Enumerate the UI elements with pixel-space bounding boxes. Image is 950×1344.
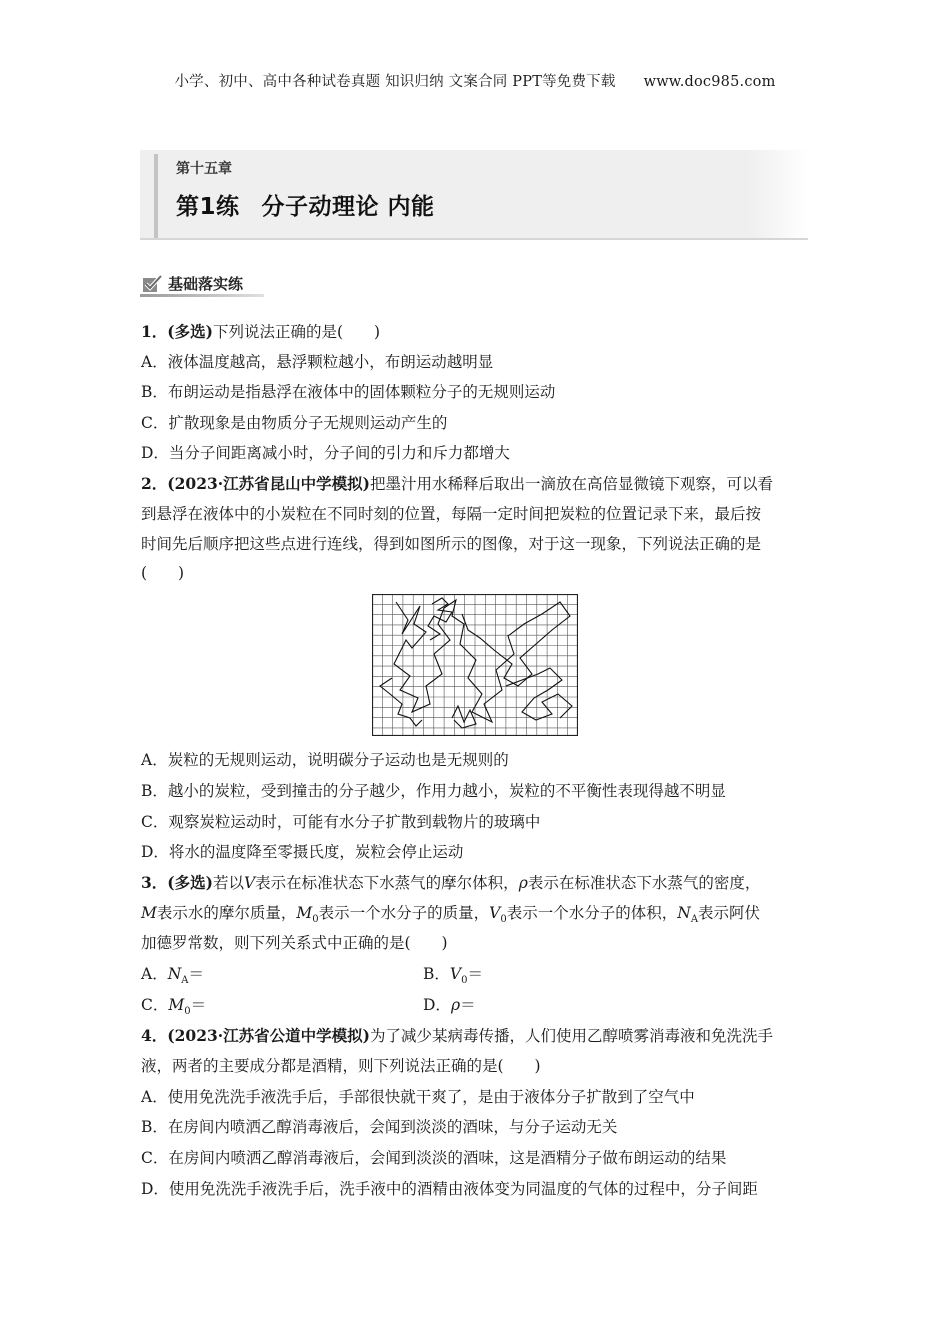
q3-stem-line1 — [141, 873, 809, 893]
header-site-link[interactable]: www.doc985.com — [643, 74, 776, 90]
q2-option-a: A．炭粒的无规则运动，说明碳分子运动也是无规则的 — [141, 751, 509, 769]
q1-stem — [141, 322, 809, 342]
chapter-label: 第十五章 — [176, 161, 232, 177]
section-title: 基础落实练 — [168, 275, 244, 293]
page-header — [0, 70, 950, 91]
q3-options-row1 — [141, 964, 809, 991]
q3-options-row2 — [141, 995, 809, 1022]
q2-prefix: 2．(2023·江苏省昆山中学模拟) — [141, 474, 370, 493]
q2-option-d: D．将水的温度降至零摄氏度，炭粒会停止运动 — [141, 843, 464, 861]
q3-option-d: D．ρ＝ — [423, 996, 476, 1014]
lesson-name: 分子动理论 内能 — [261, 194, 435, 220]
q2-stem-line1 — [141, 474, 809, 494]
lesson-title — [176, 188, 435, 221]
q4-text-1: 为了减少某病毒传播，人们使用乙醇喷雾消毒液和免洗洗手 — [370, 1027, 774, 1045]
q3-var-m0: M — [296, 904, 313, 922]
q1-option-c: C．扩散现象是由物质分子无规则运动产生的 — [141, 414, 448, 432]
lesson-number: 第1练 — [176, 194, 240, 220]
q3-var-rho: ρ — [518, 874, 528, 892]
q3-var-na: N — [677, 904, 691, 922]
banner-accent-bar — [154, 154, 158, 238]
q2-stem-line4: ( ) — [141, 564, 185, 582]
q3-stem-line3: 加德罗常数，则下列关系式中正确的是( ) — [141, 934, 448, 952]
q4-option-d: D．使用免洗洗手液洗手后，洗手液中的酒精由液体变为同温度的气体的过程中，分子间距 — [141, 1180, 758, 1198]
q2-text-1: 把墨汁用水稀释后取出一滴放在高倍显微镜下观察，可以看 — [370, 475, 774, 493]
q1-option-a: A．液体温度越高，悬浮颗粒越小，布朗运动越明显 — [141, 353, 494, 371]
section-underline — [140, 294, 264, 297]
q3-var-v: V — [243, 874, 256, 892]
header-text: 小学、初中、高中各种试卷真题 知识归纳 文案合同 PPT等免费下载 — [174, 74, 616, 90]
q4-stem-line1 — [141, 1026, 809, 1046]
q1-text: 下列说法正确的是( ) — [212, 323, 381, 341]
brownian-path-diagram — [372, 594, 578, 736]
q3-option-a: A．$N_A=$ — [141, 965, 205, 987]
q2-stem-line2: 到悬浮在液体中的小炭粒在不同时刻的位置，每隔一定时间把炭粒的位置记录下来，最后按 — [141, 505, 762, 523]
banner-divider — [140, 238, 808, 240]
q4-option-a: A．使用免洗洗手液洗手后，手部很快就干爽了，是由于液体分子扩散到了空气中 — [141, 1088, 695, 1106]
q3-var-v0: V — [489, 904, 501, 922]
q3-prefix: 3．(多选) — [141, 873, 213, 892]
q3-l1-b: 表示在标准状态下水蒸气的摩尔体积， — [255, 874, 519, 892]
q4-prefix: 4．(2023·江苏省公道中学模拟) — [141, 1026, 370, 1045]
chapter-banner — [140, 150, 808, 238]
q1-option-d: D．当分子间距离减小时，分子间的引力和斥力都增大 — [141, 444, 510, 462]
brownian-motion-figure — [372, 594, 578, 736]
q3-var-m: M — [141, 904, 157, 922]
q3-stem-line2 — [141, 903, 809, 930]
q4-option-b: B．在房间内喷洒乙醇消毒液后，会闻到淡淡的酒味，与分子运动无关 — [141, 1118, 618, 1136]
q1-prefix: 1．(多选) — [141, 322, 213, 341]
q2-stem-line3: 时间先后顺序把这些点进行连线，得到如图所示的图像，对于这一现象，下列说法正确的是 — [141, 535, 762, 553]
q2-option-b: B．越小的炭粒，受到撞击的分子越少，作用力越小，炭粒的不平衡性表现得越不明显 — [141, 782, 726, 800]
q3-sub-na: A — [690, 914, 699, 926]
q3-option-c: C．$M_0=$ — [141, 996, 207, 1018]
q3-sub-v0: 0 — [500, 914, 507, 926]
q3-option-b: B．$V_0=$ — [423, 965, 483, 987]
section-heading — [140, 272, 264, 296]
q1-option-b: B．布朗运动是指悬浮在液体中的固体颗粒分子的无规则运动 — [141, 383, 556, 401]
q3-l2-d: 表示阿伏 — [698, 904, 761, 922]
q3-l2-a: 表示水的摩尔质量， — [156, 904, 297, 922]
q3-l2-b: 表示一个水分子的质量， — [318, 904, 490, 922]
q3-l1-a: 若以 — [212, 874, 244, 892]
q4-option-c: C．在房间内喷洒乙醇消毒液后，会闻到淡淡的酒味，这是酒精分子做布朗运动的结果 — [141, 1149, 727, 1167]
q3-l2-c: 表示一个水分子的体积， — [506, 904, 678, 922]
q2-option-c: C．观察炭粒运动时，可能有水分子扩散到载物片的玻璃中 — [141, 813, 541, 831]
q3-l1-c: 表示在标准状态下水蒸气的密度， — [527, 874, 761, 892]
q4-stem-line2: 液，两者的主要成分都是酒精，则下列说法正确的是( ) — [141, 1057, 541, 1075]
q3-sub-m0: 0 — [312, 914, 319, 926]
